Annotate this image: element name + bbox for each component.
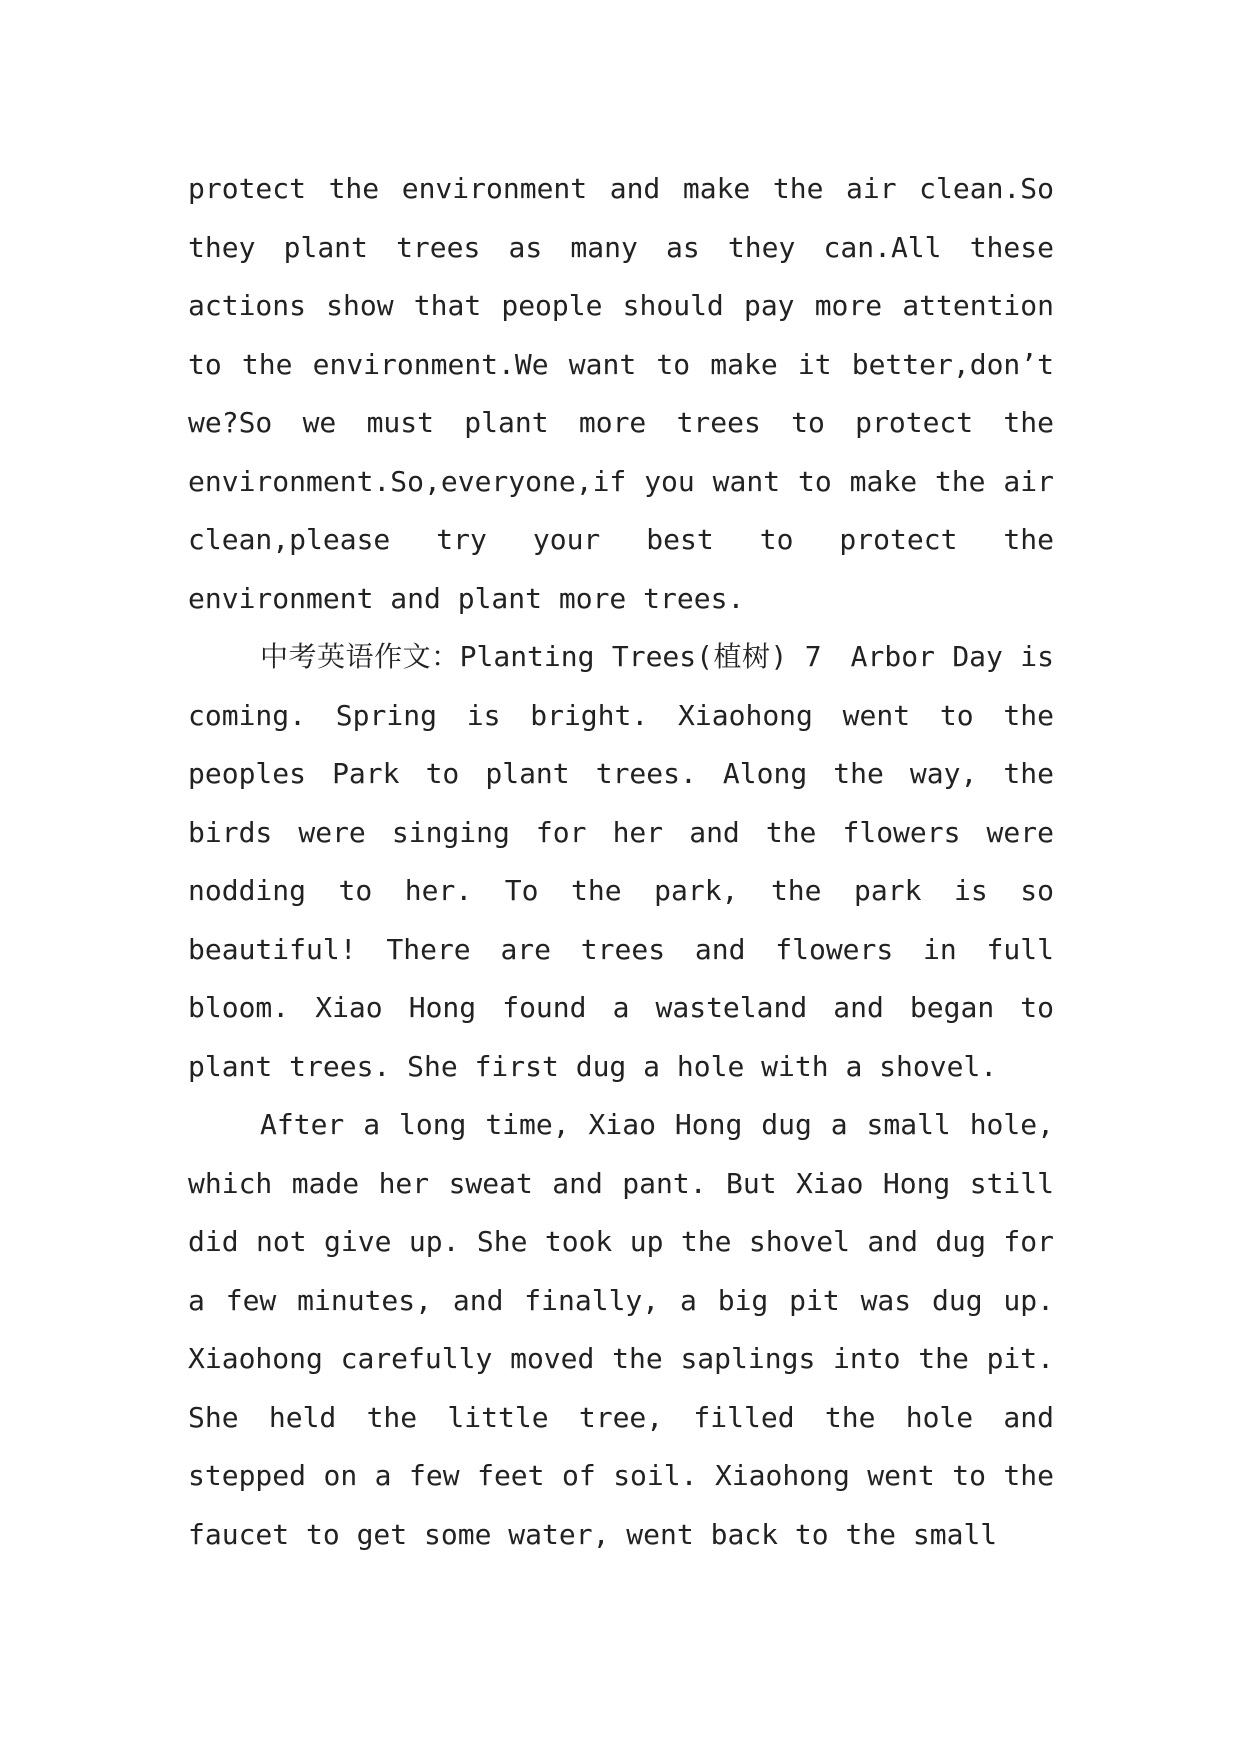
paragraph-1: protect the environment and make the air clean.So they plant trees as many as they can.All these actions show that people should pay more attention to the environment.We want to make it better,don’t we?So we must plant more trees to protect the environment.So,everyone,if you want to make the air clean,please try your best to protect the environment and plant more trees. (188, 172, 1054, 615)
paragraph-2: 中考英语作文：Planting Trees(植树) 7 Arbor Day is coming. Spring is bright. Xiaohong went to the peoples Park to plant trees. Along the way, the birds were singing for her and the flowers were nodding to her. To the park, the park is so beautiful! There are trees and flowers in full bloom. Xiao Hong found a wasteland and began to plant trees. She first dug a hole with a shovel. (188, 640, 1054, 1083)
paragraph-3: After a long time, Xiao Hong dug a small hole, which made her sweat and pant. But Xiao Hong still did not give up. She took up the shovel and dug for a few minutes, and finally, a big pit was dug up. Xiaohong carefully moved the saplings into the pit. She held the little tree, filled the hole and stepped on a few feet of soil. Xiaohong went to the faucet to get some water, went back to the small (188, 1108, 1054, 1551)
document-body (188, 160, 1054, 1564)
